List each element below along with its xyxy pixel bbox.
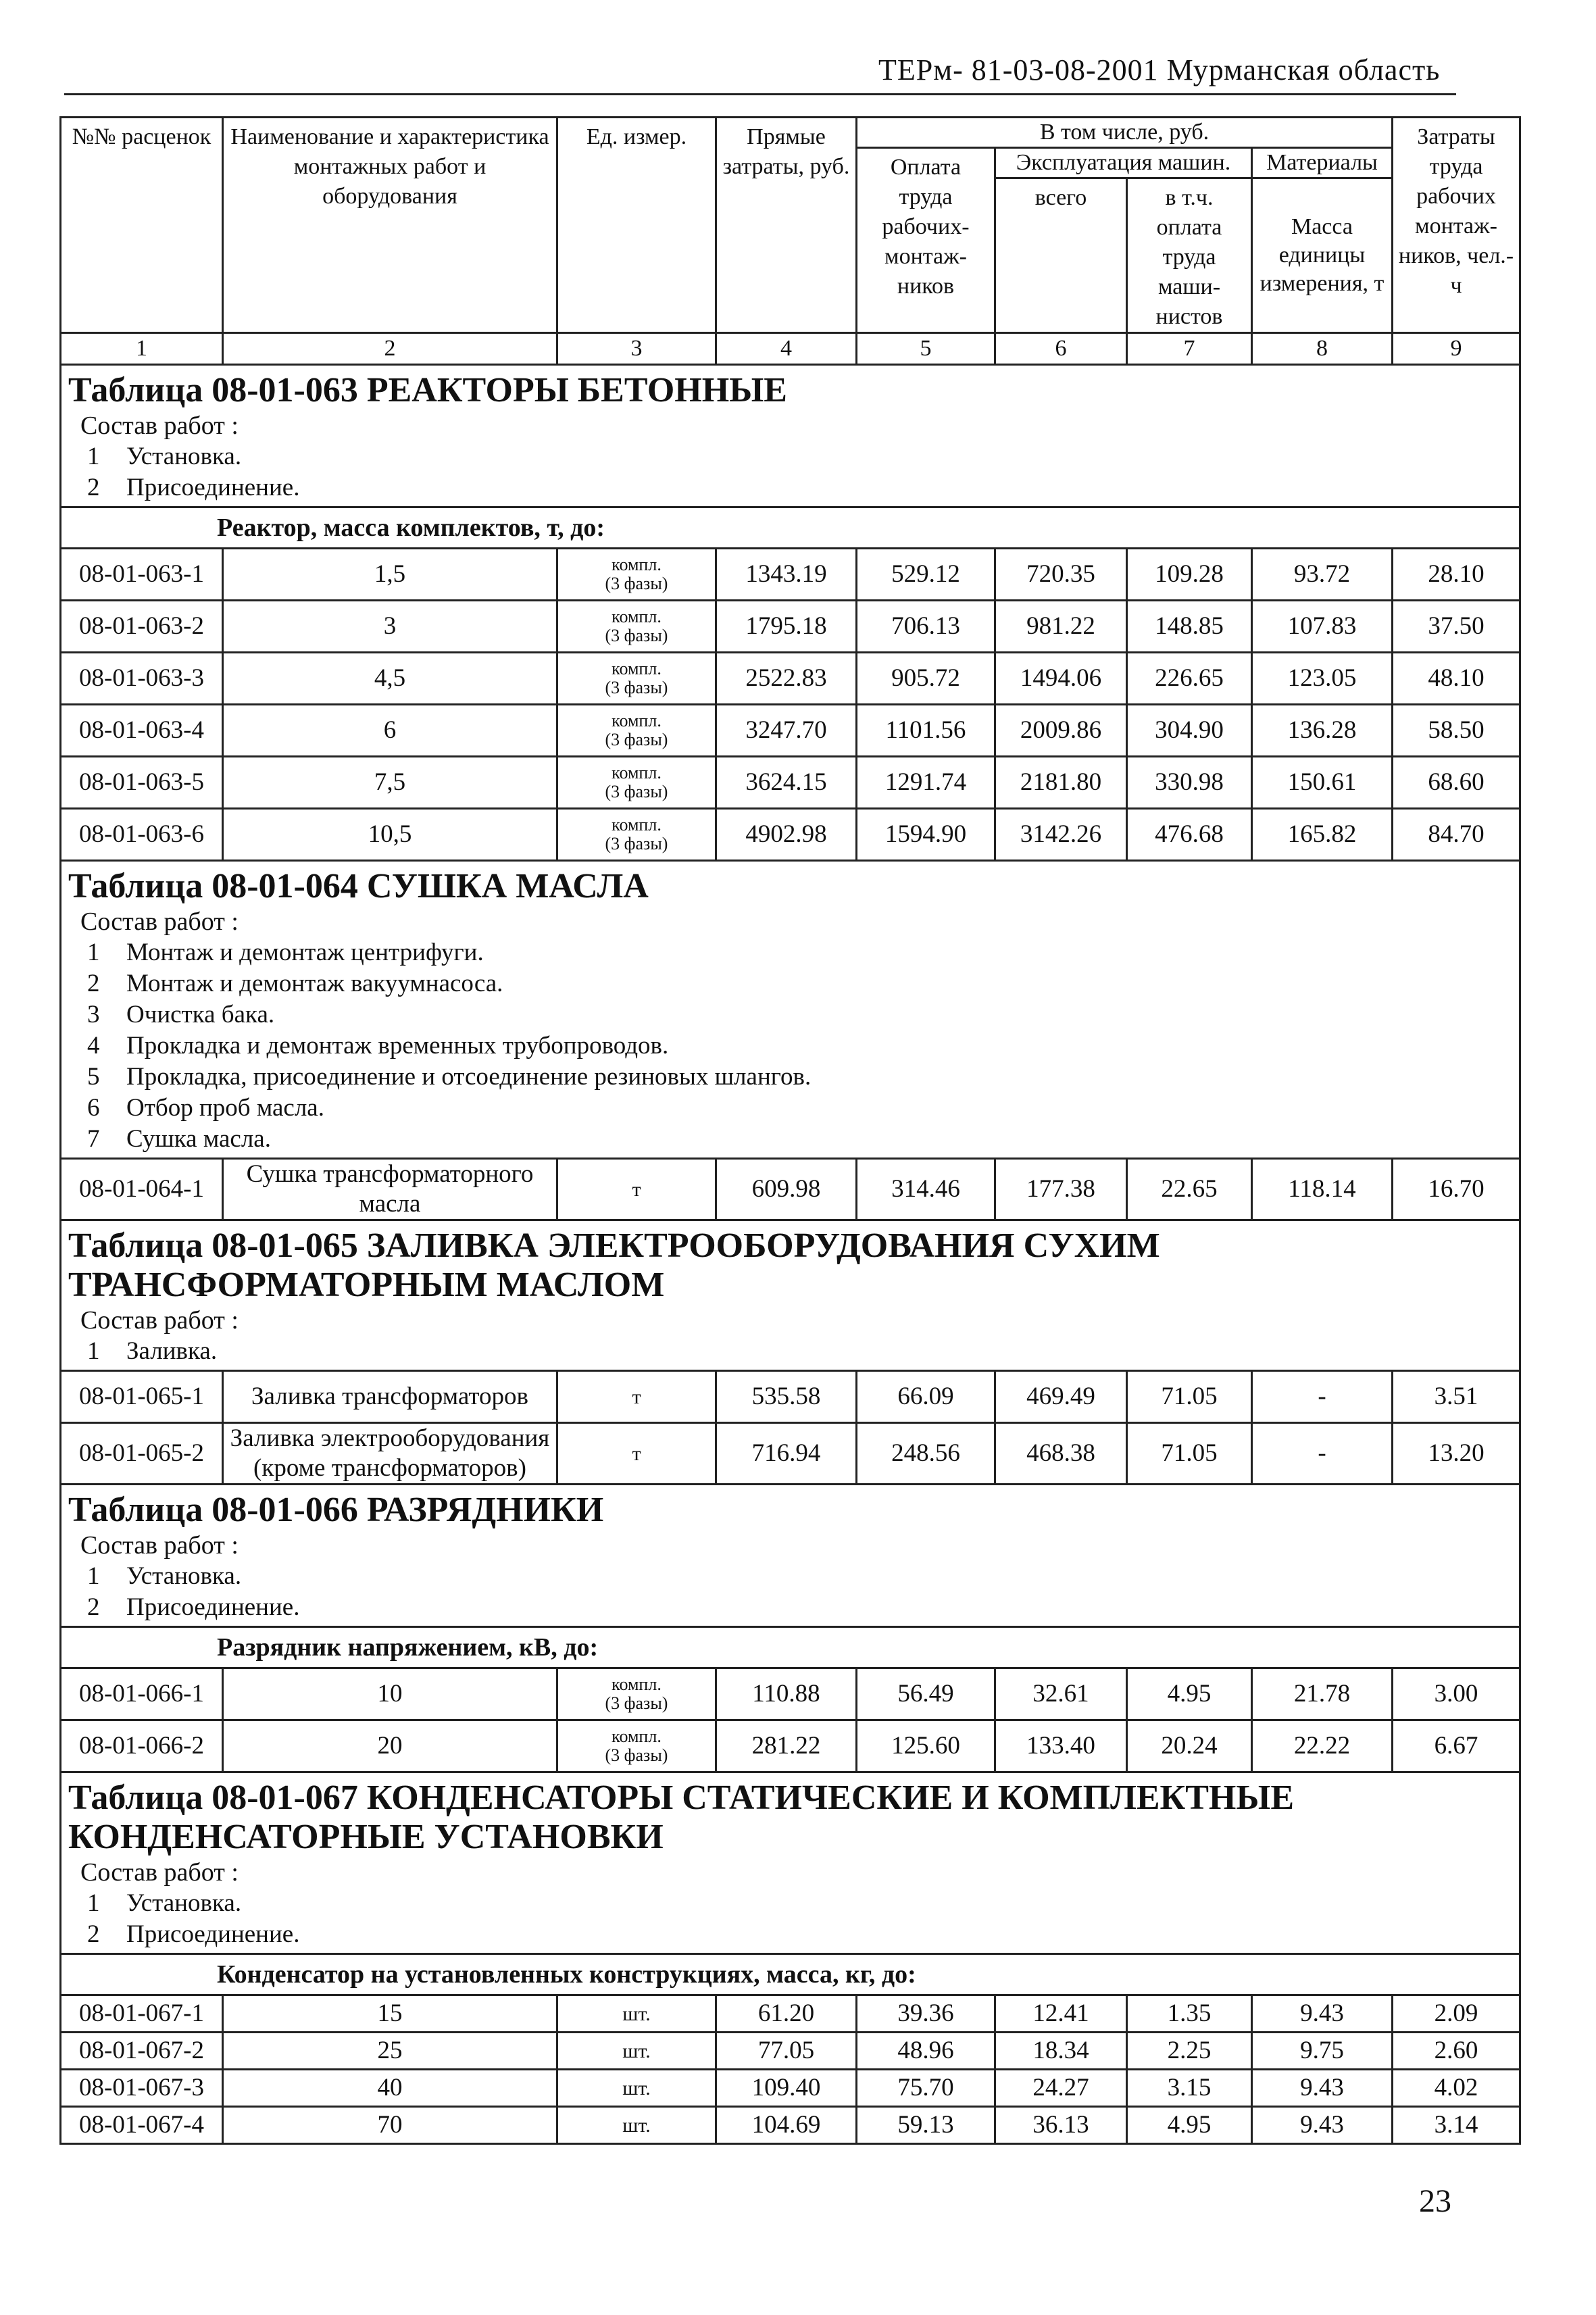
rate-code: 08-01-065-1 bbox=[61, 1371, 223, 1423]
section-title: Таблица 08-01-067 КОНДЕНСАТОРЫ СТАТИЧЕСКИЕ И КОМПЛЕКТНЫЕ КОНДЕНСАТОРНЫЕ УСТАНОВКИ bbox=[68, 1778, 1295, 1856]
column-number: 4 bbox=[716, 333, 857, 365]
value-cell: 13.20 bbox=[1393, 1423, 1520, 1485]
col-labor-pay-header: Оплата труда рабочих-монтаж-ников bbox=[857, 148, 995, 333]
subheader: Конденсатор на установленных конструкциях, масса, кг, до: bbox=[61, 1954, 1520, 1995]
unit-note: (3 фазы) bbox=[605, 678, 668, 697]
table-row bbox=[61, 653, 1520, 705]
work-name: 1,5 bbox=[223, 549, 557, 601]
unit: компл. bbox=[612, 555, 662, 574]
work-name: 20 bbox=[223, 1720, 557, 1772]
section-header-row bbox=[61, 365, 1520, 507]
value-cell: - bbox=[1252, 1423, 1393, 1485]
composition-item bbox=[87, 937, 1512, 968]
table-row bbox=[61, 1668, 1520, 1720]
value-cell: 71.05 bbox=[1127, 1423, 1252, 1485]
composition-item-text: Прокладка, присоединение и отсоединение резиновых шлангов. bbox=[126, 1063, 812, 1091]
column-number: 7 bbox=[1127, 333, 1252, 365]
value-cell: 9.43 bbox=[1252, 1995, 1393, 2033]
table-row bbox=[61, 757, 1520, 809]
unit: т bbox=[632, 1178, 641, 1201]
value-cell: 468.38 bbox=[995, 1423, 1127, 1485]
value-cell: 68.60 bbox=[1393, 757, 1520, 809]
composition-item-number: 7 bbox=[87, 1125, 100, 1153]
value-cell: 2.25 bbox=[1127, 2033, 1252, 2070]
column-number: 8 bbox=[1252, 333, 1393, 365]
col-mass-header: Масса единицы измерения, т bbox=[1252, 178, 1393, 333]
composition-item-text: Прокладка и демонтаж временных трубопроводов. bbox=[126, 1032, 669, 1060]
rate-code: 08-01-063-4 bbox=[61, 705, 223, 757]
unit: компл. bbox=[612, 815, 662, 835]
composition-item-number: 1 bbox=[87, 1337, 100, 1365]
value-cell: 6.67 bbox=[1393, 1720, 1520, 1772]
col-machines-labor-header: в т.ч. оплата труда маши-нистов bbox=[1127, 178, 1252, 333]
unit-cell bbox=[557, 1371, 716, 1423]
composition-item-number: 1 bbox=[87, 1889, 100, 1917]
value-cell: 107.83 bbox=[1252, 601, 1393, 653]
unit-cell bbox=[557, 1159, 716, 1220]
value-cell: 22.65 bbox=[1127, 1159, 1252, 1220]
section-header-row bbox=[61, 1772, 1520, 1954]
col-name-header: Наименование и характеристика монтажных работ и оборудования bbox=[223, 118, 557, 333]
composition-item bbox=[87, 1888, 1512, 1919]
composition-item bbox=[87, 1919, 1512, 1950]
value-cell: 165.82 bbox=[1252, 809, 1393, 861]
value-cell: 110.88 bbox=[716, 1668, 857, 1720]
unit: компл. bbox=[612, 1674, 662, 1694]
unit: компл. bbox=[612, 607, 662, 626]
column-number: 5 bbox=[857, 333, 995, 365]
header-rule bbox=[64, 93, 1456, 95]
value-cell: 123.05 bbox=[1252, 653, 1393, 705]
section-title: Таблица 08-01-065 ЗАЛИВКА ЭЛЕКТРООБОРУДОВАНИЯ СУХИМ ТРАНСФОРМАТОРНЫМ МАСЛОМ bbox=[68, 1226, 1160, 1304]
composition-item-text: Монтаж и демонтаж центрифуги. bbox=[126, 939, 484, 966]
unit-note: (3 фазы) bbox=[605, 574, 668, 593]
value-cell: 330.98 bbox=[1127, 757, 1252, 809]
composition-label: Состав работ : bbox=[80, 907, 239, 936]
value-cell: 2181.80 bbox=[995, 757, 1127, 809]
value-cell: 535.58 bbox=[716, 1371, 857, 1423]
value-cell: 3.14 bbox=[1393, 2107, 1520, 2144]
value-cell: 48.10 bbox=[1393, 653, 1520, 705]
table-row bbox=[61, 1371, 1520, 1423]
unit-cell bbox=[557, 1668, 716, 1720]
section-header bbox=[61, 1772, 1520, 1954]
unit-note: (3 фазы) bbox=[605, 834, 668, 853]
rate-code: 08-01-067-1 bbox=[61, 1995, 223, 2033]
table-row bbox=[61, 2070, 1520, 2107]
value-cell: 4.95 bbox=[1127, 2107, 1252, 2144]
col-incl-header: В том числе, руб. bbox=[857, 118, 1393, 148]
value-cell: 4.95 bbox=[1127, 1668, 1252, 1720]
composition-item-text: Присоединение. bbox=[126, 474, 300, 501]
subheader-row bbox=[61, 1954, 1520, 1995]
unit: шт. bbox=[622, 2114, 651, 2137]
composition-item-number: 2 bbox=[87, 1920, 100, 1948]
value-cell: 48.96 bbox=[857, 2033, 995, 2070]
value-cell: 59.13 bbox=[857, 2107, 995, 2144]
table-row bbox=[61, 601, 1520, 653]
section-header bbox=[61, 861, 1520, 1159]
composition-item-number: 5 bbox=[87, 1063, 100, 1091]
composition-item-number: 1 bbox=[87, 443, 100, 470]
work-name: 3 bbox=[223, 601, 557, 653]
work-name: 10,5 bbox=[223, 809, 557, 861]
value-cell: 9.75 bbox=[1252, 2033, 1393, 2070]
composition-item-number: 2 bbox=[87, 1593, 100, 1621]
work-name: 4,5 bbox=[223, 653, 557, 705]
table-row bbox=[61, 1423, 1520, 1485]
table-row bbox=[61, 1720, 1520, 1772]
value-cell: 109.28 bbox=[1127, 549, 1252, 601]
table-row bbox=[61, 809, 1520, 861]
value-cell: 1795.18 bbox=[716, 601, 857, 653]
work-name: 15 bbox=[223, 1995, 557, 2033]
rate-code: 08-01-063-2 bbox=[61, 601, 223, 653]
value-cell: 476.68 bbox=[1127, 809, 1252, 861]
value-cell: 118.14 bbox=[1252, 1159, 1393, 1220]
value-cell: 2.60 bbox=[1393, 2033, 1520, 2070]
value-cell: 469.49 bbox=[995, 1371, 1127, 1423]
composition-item-number: 1 bbox=[87, 939, 100, 966]
value-cell: 981.22 bbox=[995, 601, 1127, 653]
work-name: Сушка трансформаторного масла bbox=[223, 1159, 557, 1220]
value-cell: 84.70 bbox=[1393, 809, 1520, 861]
value-cell: 58.50 bbox=[1393, 705, 1520, 757]
rate-code: 08-01-065-2 bbox=[61, 1423, 223, 1485]
section-header bbox=[61, 1220, 1520, 1371]
col-machines-header: Эксплуатация машин. bbox=[995, 148, 1252, 178]
value-cell: 4.02 bbox=[1393, 2070, 1520, 2107]
composition-item bbox=[87, 1030, 1512, 1062]
value-cell: 226.65 bbox=[1127, 653, 1252, 705]
value-cell: 16.70 bbox=[1393, 1159, 1520, 1220]
composition-label: Состав работ : bbox=[80, 412, 239, 440]
value-cell: 20.24 bbox=[1127, 1720, 1252, 1772]
value-cell: 905.72 bbox=[857, 653, 995, 705]
composition-label: Состав работ : bbox=[80, 1858, 239, 1887]
value-cell: 4902.98 bbox=[716, 809, 857, 861]
value-cell: 61.20 bbox=[716, 1995, 857, 2033]
composition-item-text: Присоединение. bbox=[126, 1593, 300, 1621]
unit-cell bbox=[557, 2033, 716, 2070]
composition-item-text: Сушка масла. bbox=[126, 1125, 271, 1153]
rate-code: 08-01-063-5 bbox=[61, 757, 223, 809]
col-unit-header: Ед. измер. bbox=[557, 118, 716, 333]
value-cell: 2522.83 bbox=[716, 653, 857, 705]
column-number: 1 bbox=[61, 333, 223, 365]
rate-code: 08-01-063-3 bbox=[61, 653, 223, 705]
value-cell: 1594.90 bbox=[857, 809, 995, 861]
rate-code: 08-01-064-1 bbox=[61, 1159, 223, 1220]
composition-item-text: Установка. bbox=[126, 1562, 242, 1590]
unit: шт. bbox=[622, 2077, 651, 2099]
table-row bbox=[61, 2033, 1520, 2070]
value-cell: 706.13 bbox=[857, 601, 995, 653]
unit-note: (3 фазы) bbox=[605, 626, 668, 645]
composition-item bbox=[87, 1336, 1512, 1367]
rate-code: 08-01-067-3 bbox=[61, 2070, 223, 2107]
composition-item-number: 1 bbox=[87, 1562, 100, 1590]
section-header-row bbox=[61, 1220, 1520, 1371]
unit-cell bbox=[557, 549, 716, 601]
work-name: 40 bbox=[223, 2070, 557, 2107]
column-number: 2 bbox=[223, 333, 557, 365]
value-cell: 36.13 bbox=[995, 2107, 1127, 2144]
value-cell: 28.10 bbox=[1393, 549, 1520, 601]
value-cell: 22.22 bbox=[1252, 1720, 1393, 1772]
table-row bbox=[61, 2107, 1520, 2144]
value-cell: 3624.15 bbox=[716, 757, 857, 809]
value-cell: - bbox=[1252, 1371, 1393, 1423]
value-cell: 314.46 bbox=[857, 1159, 995, 1220]
value-cell: 133.40 bbox=[995, 1720, 1127, 1772]
unit-cell bbox=[557, 757, 716, 809]
value-cell: 720.35 bbox=[995, 549, 1127, 601]
composition-item bbox=[87, 441, 1512, 472]
value-cell: 177.38 bbox=[995, 1159, 1127, 1220]
unit-cell bbox=[557, 1720, 716, 1772]
subheader: Реактор, масса комплектов, т, до: bbox=[61, 507, 1520, 549]
value-cell: 1291.74 bbox=[857, 757, 995, 809]
composition-item-number: 3 bbox=[87, 1001, 100, 1028]
unit-note: (3 фазы) bbox=[605, 782, 668, 801]
value-cell: 304.90 bbox=[1127, 705, 1252, 757]
subheader-row bbox=[61, 1627, 1520, 1668]
unit-cell bbox=[557, 2107, 716, 2144]
value-cell: 56.49 bbox=[857, 1668, 995, 1720]
value-cell: 716.94 bbox=[716, 1423, 857, 1485]
work-name: Заливка электрооборудования (кроме трансформаторов) bbox=[223, 1423, 557, 1485]
unit: компл. bbox=[612, 659, 662, 678]
column-number-row bbox=[61, 333, 1520, 365]
value-cell: 1.35 bbox=[1127, 1995, 1252, 2033]
section-title: Таблица 08-01-064 СУШКА МАСЛА bbox=[68, 867, 649, 905]
value-cell: 9.43 bbox=[1252, 2107, 1393, 2144]
work-name: Заливка трансформаторов bbox=[223, 1371, 557, 1423]
value-cell: 2009.86 bbox=[995, 705, 1127, 757]
work-name: 25 bbox=[223, 2033, 557, 2070]
value-cell: 93.72 bbox=[1252, 549, 1393, 601]
unit: компл. bbox=[612, 763, 662, 782]
composition-item bbox=[87, 472, 1512, 503]
value-cell: 2.09 bbox=[1393, 1995, 1520, 2033]
unit: компл. bbox=[612, 711, 662, 730]
section-title: Таблица 08-01-063 РЕАКТОРЫ БЕТОННЫЕ bbox=[68, 371, 787, 409]
value-cell: 248.56 bbox=[857, 1423, 995, 1485]
value-cell: 1343.19 bbox=[716, 549, 857, 601]
composition-item bbox=[87, 968, 1512, 999]
value-cell: 3.00 bbox=[1393, 1668, 1520, 1720]
unit-cell bbox=[557, 2070, 716, 2107]
value-cell: 281.22 bbox=[716, 1720, 857, 1772]
composition-item-number: 6 bbox=[87, 1094, 100, 1122]
work-name: 6 bbox=[223, 705, 557, 757]
col-machines-total-header: всего bbox=[995, 178, 1127, 333]
col-code-header: №№ расценок bbox=[61, 118, 223, 333]
page-number: 23 bbox=[1419, 2183, 1451, 2219]
composition-item-number: 2 bbox=[87, 970, 100, 997]
composition-item bbox=[87, 1124, 1512, 1155]
composition-item-text: Отбор проб масла. bbox=[126, 1094, 324, 1122]
work-name: 70 bbox=[223, 2107, 557, 2144]
col-labor-cost-header: Затраты труда рабочих монтаж-ников, чел.-ч bbox=[1393, 118, 1520, 333]
value-cell: 32.61 bbox=[995, 1668, 1127, 1720]
composition-item-number: 2 bbox=[87, 474, 100, 501]
section-header-row bbox=[61, 1485, 1520, 1627]
table-row bbox=[61, 1159, 1520, 1220]
unit-note: (3 фазы) bbox=[605, 1745, 668, 1765]
value-cell: 3247.70 bbox=[716, 705, 857, 757]
work-name: 10 bbox=[223, 1668, 557, 1720]
table-row bbox=[61, 1995, 1520, 2033]
unit: шт. bbox=[622, 2003, 651, 2025]
composition-item bbox=[87, 1561, 1512, 1592]
value-cell: 1494.06 bbox=[995, 653, 1127, 705]
section-header-row bbox=[61, 861, 1520, 1159]
composition-item-text: Очистка бака. bbox=[126, 1001, 275, 1028]
table-row bbox=[61, 705, 1520, 757]
composition-item-text: Присоединение. bbox=[126, 1920, 300, 1948]
work-name: 7,5 bbox=[223, 757, 557, 809]
col-direct-header: Прямые затраты, руб. bbox=[716, 118, 857, 333]
value-cell: 9.43 bbox=[1252, 2070, 1393, 2107]
value-cell: 24.27 bbox=[995, 2070, 1127, 2107]
rate-code: 08-01-067-4 bbox=[61, 2107, 223, 2144]
unit: т bbox=[632, 1386, 641, 1408]
value-cell: 66.09 bbox=[857, 1371, 995, 1423]
value-cell: 3142.26 bbox=[995, 809, 1127, 861]
rate-code: 08-01-066-1 bbox=[61, 1668, 223, 1720]
value-cell: 75.70 bbox=[857, 2070, 995, 2107]
section-title: Таблица 08-01-066 РАЗРЯДНИКИ bbox=[68, 1491, 604, 1529]
composition-label: Состав работ : bbox=[80, 1306, 239, 1335]
rate-code: 08-01-067-2 bbox=[61, 2033, 223, 2070]
composition-item-text: Заливка. bbox=[126, 1337, 218, 1365]
value-cell: 3.51 bbox=[1393, 1371, 1520, 1423]
unit-note: (3 фазы) bbox=[605, 1693, 668, 1713]
composition-item bbox=[87, 1093, 1512, 1124]
value-cell: 3.15 bbox=[1127, 2070, 1252, 2107]
subheader-row bbox=[61, 507, 1520, 549]
rate-code: 08-01-063-6 bbox=[61, 809, 223, 861]
value-cell: 12.41 bbox=[995, 1995, 1127, 2033]
composition-item bbox=[87, 1062, 1512, 1093]
value-cell: 21.78 bbox=[1252, 1668, 1393, 1720]
value-cell: 18.34 bbox=[995, 2033, 1127, 2070]
section-header bbox=[61, 365, 1520, 507]
rate-code: 08-01-066-2 bbox=[61, 1720, 223, 1772]
unit-cell bbox=[557, 809, 716, 861]
composition-item bbox=[87, 999, 1512, 1030]
value-cell: 39.36 bbox=[857, 1995, 995, 2033]
composition-item-text: Установка. bbox=[126, 1889, 242, 1917]
unit: шт. bbox=[622, 2040, 651, 2062]
value-cell: 77.05 bbox=[716, 2033, 857, 2070]
column-number: 3 bbox=[557, 333, 716, 365]
composition-item bbox=[87, 1592, 1512, 1623]
unit: компл. bbox=[612, 1726, 662, 1746]
price-table bbox=[59, 116, 1521, 2145]
value-cell: 136.28 bbox=[1252, 705, 1393, 757]
col-materials-header: Материалы bbox=[1252, 148, 1393, 178]
unit-cell bbox=[557, 1423, 716, 1485]
unit-cell bbox=[557, 1995, 716, 2033]
value-cell: 609.98 bbox=[716, 1159, 857, 1220]
unit-cell bbox=[557, 601, 716, 653]
value-cell: 1101.56 bbox=[857, 705, 995, 757]
unit: т bbox=[632, 1443, 641, 1465]
value-cell: 148.85 bbox=[1127, 601, 1252, 653]
subheader: Разрядник напряжением, кВ, до: bbox=[61, 1627, 1520, 1668]
unit-cell bbox=[557, 653, 716, 705]
composition-item-number: 4 bbox=[87, 1032, 100, 1060]
value-cell: 104.69 bbox=[716, 2107, 857, 2144]
document-header: ТЕРм- 81-03-08-2001 Мурманская область bbox=[878, 53, 1441, 86]
unit-cell bbox=[557, 705, 716, 757]
composition-label: Состав работ : bbox=[80, 1531, 239, 1560]
composition-item-text: Монтаж и демонтаж вакуумнасоса. bbox=[126, 970, 503, 997]
column-number: 6 bbox=[995, 333, 1127, 365]
table-row bbox=[61, 549, 1520, 601]
value-cell: 529.12 bbox=[857, 549, 995, 601]
column-number: 9 bbox=[1393, 333, 1520, 365]
composition-item-text: Установка. bbox=[126, 443, 242, 470]
value-cell: 71.05 bbox=[1127, 1371, 1252, 1423]
value-cell: 109.40 bbox=[716, 2070, 857, 2107]
unit-note: (3 фазы) bbox=[605, 730, 668, 749]
rate-code: 08-01-063-1 bbox=[61, 549, 223, 601]
value-cell: 125.60 bbox=[857, 1720, 995, 1772]
column-header-row bbox=[61, 118, 1520, 148]
value-cell: 37.50 bbox=[1393, 601, 1520, 653]
section-header bbox=[61, 1485, 1520, 1627]
value-cell: 150.61 bbox=[1252, 757, 1393, 809]
